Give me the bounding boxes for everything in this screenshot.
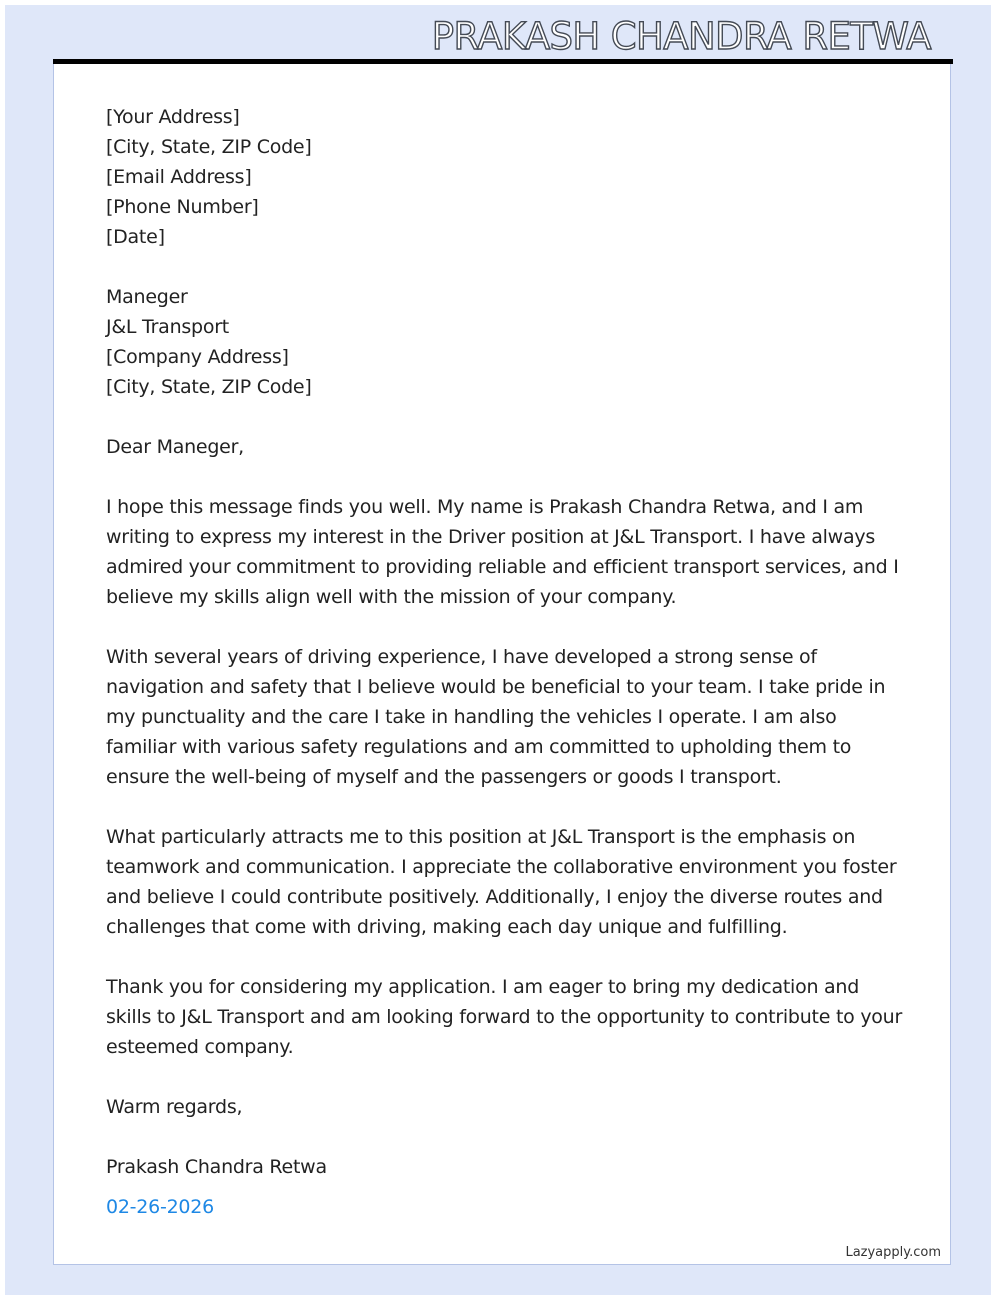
signature: Prakash Chandra Retwa bbox=[106, 1156, 327, 1178]
closing: Warm regards, bbox=[106, 1096, 243, 1118]
sender-phone: [Phone Number] bbox=[106, 196, 259, 218]
watermark: Lazyapply.com bbox=[845, 1245, 941, 1260]
sender-city-state-zip: [City, State, ZIP Code] bbox=[106, 136, 312, 158]
sender-block bbox=[106, 102, 906, 252]
recipient-block bbox=[106, 282, 906, 402]
letter-date: 02-26-2026 bbox=[106, 1196, 214, 1218]
salutation: Dear Maneger, bbox=[106, 436, 244, 458]
body-paragraph-4: Thank you for considering my application. I am eager to bring my dedication and skills to J&L Transport and am looking forward to the opportunity to contribute to your esteemed company. bbox=[106, 976, 903, 1058]
recipient-title: Maneger bbox=[106, 286, 188, 308]
recipient-city-state-zip: [City, State, ZIP Code] bbox=[106, 376, 312, 398]
page-frame bbox=[5, 5, 991, 1295]
sender-date: [Date] bbox=[106, 226, 165, 248]
body-paragraph-3: What particularly attracts me to this position at J&L Transport is the emphasis on teamwork and communication. I appreciate the collaborative environment you foster and believe I could contribute positively. Additionally, I enjoy the diverse routes and challenges that come with driving, making each day unique and fulfilling. bbox=[106, 826, 897, 938]
applicant-name-heading: PRAKASH CHANDRA RETWA bbox=[431, 15, 931, 58]
body-paragraph-2: With several years of driving experience, I have developed a strong sense of navigation and safety that I believe would be beneficial to your team. I take pride in my punctuality and the care I take in handling the vehicles I operate. I am also familiar with various safety regulations and am committed to upholding them to ensure the well-being of myself and the passengers or goods I transport. bbox=[106, 646, 886, 788]
recipient-address: [Company Address] bbox=[106, 346, 289, 368]
recipient-company: J&L Transport bbox=[106, 316, 229, 338]
sender-address: [Your Address] bbox=[106, 106, 240, 128]
body-paragraph-1: I hope this message finds you well. My name is Prakash Chandra Retwa, and I am writing to express my interest in the Driver position at J&L Transport. I have always admired your commitment to providing reliable and efficient transport services, and I believe my skills align well with the mission of your company. bbox=[106, 496, 899, 608]
letter-page bbox=[53, 64, 951, 1265]
sender-email: [Email Address] bbox=[106, 166, 252, 188]
letter-content bbox=[106, 102, 906, 1252]
